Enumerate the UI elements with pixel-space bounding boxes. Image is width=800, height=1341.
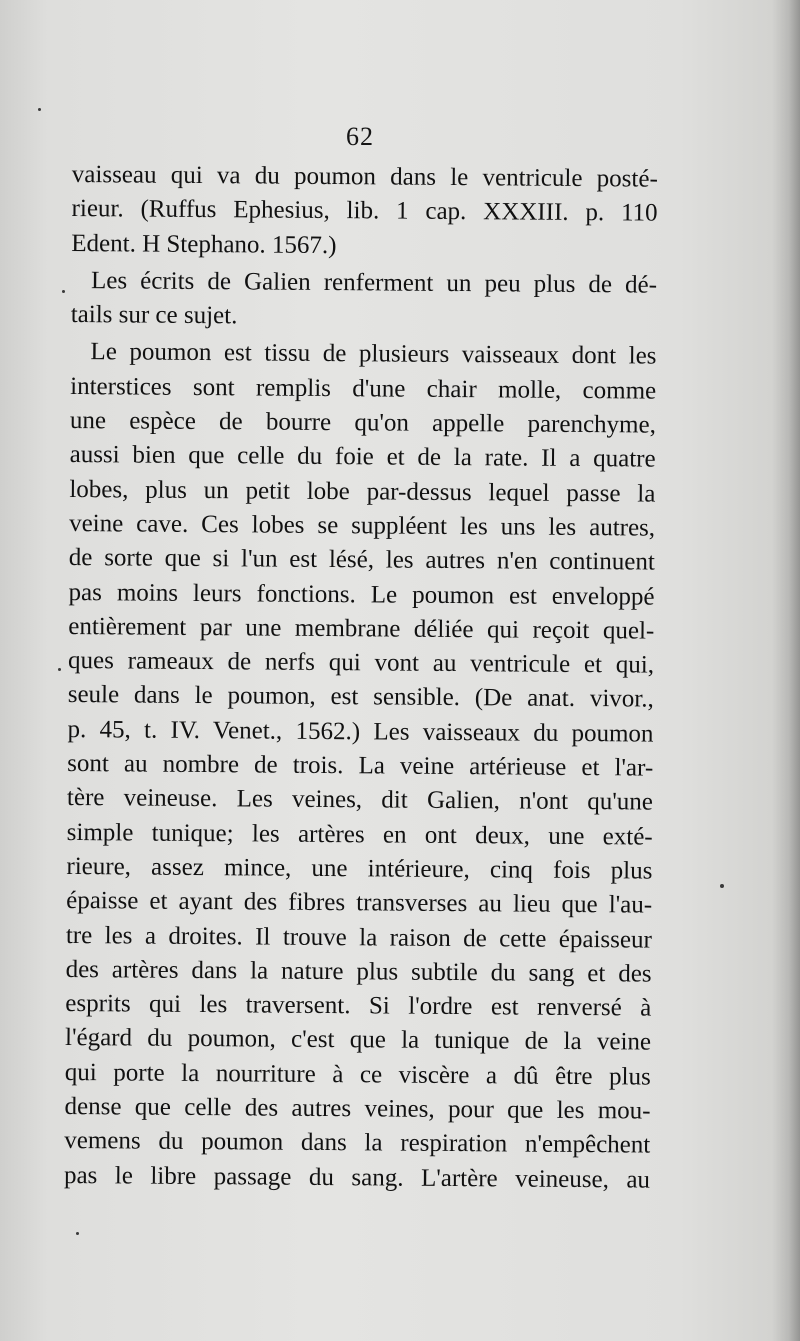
text-line: vemens du poumon dans la respiration n'empêchent	[64, 1127, 651, 1159]
text-line: simple tunique; les artères en ont deux, une exté-	[66, 818, 653, 851]
text-line: seule dans le poumon, est sensible. (De anat. vivor.,	[67, 681, 654, 714]
text-line: ques rameaux de nerfs qui vont au ventricule et qui,	[67, 647, 655, 679]
page-number: 62	[346, 122, 374, 151]
text-line: vaisseau qui va du poumon dans le ventricule posté-	[71, 160, 658, 193]
text-line: tre les a droites. Il trouve la raison de cette épaisseur	[65, 921, 652, 954]
text-line: p. 45, t. IV. Venet., 1562.) Les vaisseaux du poumon	[67, 715, 654, 748]
text-line: une espèce de bourre qu'on appelle parenchyme,	[69, 407, 657, 439]
text-line: lobes, plus un petit lobe par-dessus lequel passe la	[69, 475, 656, 508]
text-line: de sorte que si l'un est lésé, les autres n'en continuent	[68, 544, 655, 576]
ink-speck	[76, 1232, 79, 1235]
text-line: tère veineuse. Les veines, dit Galien, n'ont qu'une	[66, 784, 654, 816]
body-text	[64, 158, 658, 1197]
text-line: Edent. H Stephano. 1567.)	[71, 229, 337, 259]
text-line: sont au nombre de trois. La veine artérieuse et l'ar-	[67, 750, 654, 782]
ink-speck	[62, 290, 65, 293]
text-line: des artères dans la nature plus subtile du sang et des	[65, 955, 652, 988]
text-line: entièrement par une membrane déliée qui reçoit quel-	[68, 612, 655, 645]
text-line: dense que celle des autres veines, pour que les mou-	[64, 1092, 651, 1125]
text-line: qui porte la nourriture à ce viscère a dû être plus	[64, 1058, 651, 1091]
text-line: aussi bien que celle du foie et de la rate. Il a quatre	[69, 441, 656, 473]
text-line: l'égard du poumon, c'est que la tunique de la veine	[64, 1024, 652, 1056]
text-line: rieur. (Ruffus Ephesius, lib. 1 cap. XXXIII. p. 110	[71, 195, 658, 227]
text-line: veine cave. Ces lobes se suppléent les uns les autres,	[69, 509, 656, 542]
ink-speck	[58, 668, 61, 671]
text-line: Le poumon est tissu de plusieurs vaisseaux dont les	[90, 338, 657, 371]
text-line: épaisse et ayant des fibres transverses au lieu que l'au-	[66, 887, 653, 919]
text-line: pas moins leurs fonctions. Le poumon est enveloppé	[68, 578, 655, 611]
ink-speck	[720, 884, 724, 888]
text-line: pas le libre passage du sang. L'artère veineuse, au	[63, 1161, 651, 1194]
page-edge-shadow	[772, 0, 800, 1341]
text-line: rieure, assez mince, une intérieure, cinq fois plus	[66, 852, 653, 885]
text-line: esprits qui les traversent. Si l'ordre est renversé à	[65, 990, 652, 1022]
text-line: tails sur ce sujet.	[70, 301, 238, 330]
ink-speck	[38, 108, 41, 111]
text-line: Les écrits de Galien renferment un peu plus de dé-	[90, 267, 658, 299]
text-line: interstices sont remplis d'une chair molle, comme	[70, 372, 657, 405]
